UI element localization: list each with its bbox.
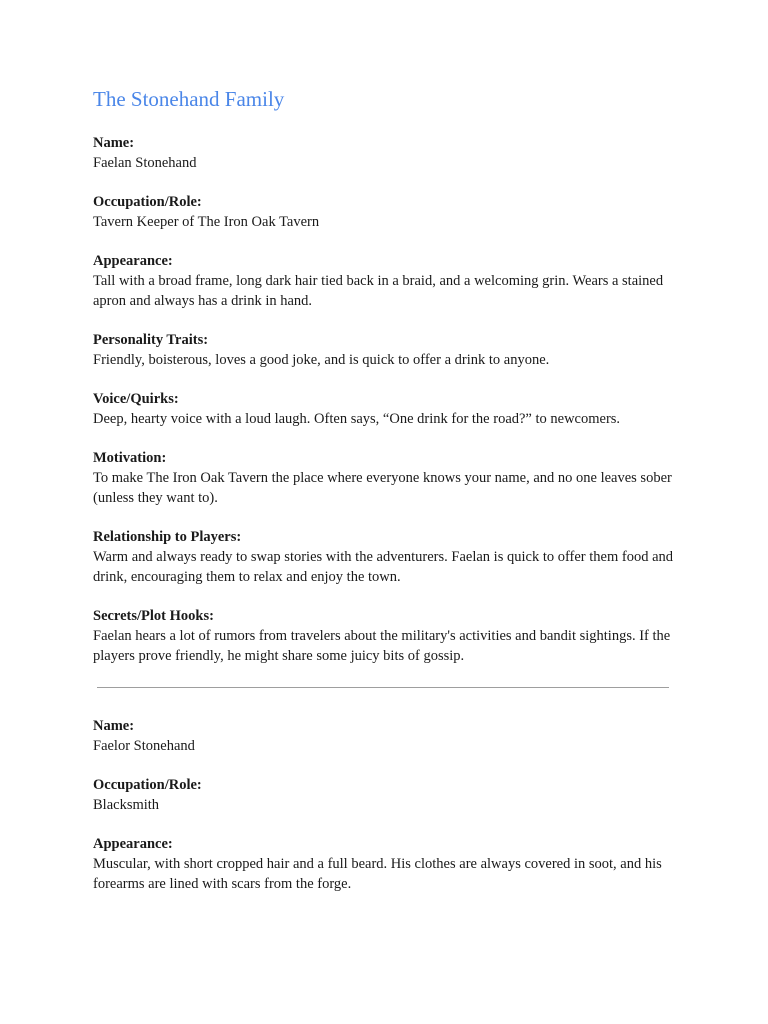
field-label: Voice/Quirks:	[93, 391, 179, 407]
field-occupation	[93, 775, 673, 815]
field-value: Tall with a broad frame, long dark hair tied back in a braid, and a welcoming grin. Wears a stained apron and always has a drink in hand.	[93, 273, 664, 309]
field-value: Faelan Stonehand	[93, 155, 197, 171]
field-value: Faelan hears a lot of rumors from travelers about the military's activities and bandit sightings. If the players prove friendly, he might share some juicy bits of gossip.	[93, 628, 671, 664]
field-name	[93, 133, 673, 173]
field-motivation	[93, 448, 673, 508]
field-label: Appearance:	[93, 253, 173, 269]
field-value: Faelor Stonehand	[93, 738, 195, 754]
field-value: To make The Iron Oak Tavern the place where everyone knows your name, and no one leaves sober (unless they want to).	[93, 470, 672, 506]
field-label: Name:	[93, 135, 135, 151]
field-label: Occupation/Role:	[93, 777, 202, 793]
field-label: Relationship to Players:	[93, 529, 242, 545]
field-value: Muscular, with short cropped hair and a full beard. His clothes are always covered in soot, and his forearms are lined with scars from the forge.	[93, 856, 662, 892]
character-sheet-faelor	[93, 716, 673, 894]
field-personality	[93, 330, 673, 370]
field-label: Name:	[93, 718, 135, 734]
field-voice	[93, 389, 673, 429]
field-label: Personality Traits:	[93, 332, 209, 348]
field-label: Appearance:	[93, 836, 173, 852]
field-label: Motivation:	[93, 450, 167, 466]
field-value: Deep, hearty voice with a loud laugh. Often says, “One drink for the road?” to newcomers.	[93, 411, 621, 427]
field-secrets	[93, 606, 673, 666]
field-appearance	[93, 251, 673, 311]
field-label: Secrets/Plot Hooks:	[93, 608, 214, 624]
field-value: Blacksmith	[93, 797, 160, 813]
document-title: The Stonehand Family	[93, 87, 285, 111]
field-occupation	[93, 192, 673, 232]
field-value: Warm and always ready to swap stories with the adventurers. Faelan is quick to offer them food and drink, encouraging them to relax and enjoy the town.	[93, 549, 674, 585]
field-label: Occupation/Role:	[93, 194, 202, 210]
field-appearance	[93, 834, 673, 894]
document-page	[93, 84, 673, 913]
character-sheet-faelan	[93, 133, 673, 666]
field-value: Tavern Keeper of The Iron Oak Tavern	[93, 214, 320, 230]
section-divider	[97, 687, 669, 688]
field-relationship	[93, 527, 673, 587]
field-value: Friendly, boisterous, loves a good joke, and is quick to offer a drink to anyone.	[93, 352, 550, 368]
field-name	[93, 716, 673, 756]
